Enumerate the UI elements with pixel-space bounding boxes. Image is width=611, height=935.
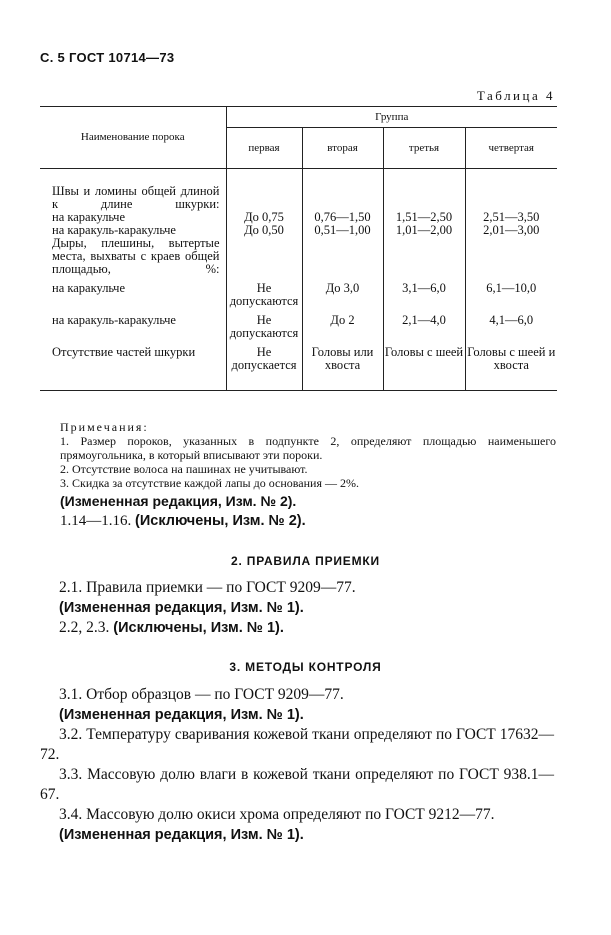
table-row: [40, 169, 557, 212]
amendment-note: (Измененная редакция, Изм. № 1).: [59, 827, 304, 843]
table-row: [40, 340, 557, 391]
amendment-note: (Измененная редакция, Изм. № 1).: [59, 600, 304, 616]
excluded-note: (Исключены, Изм. № 2).: [135, 513, 306, 529]
defects-table: [40, 106, 557, 391]
page-header: С. 5 ГОСТ 10714—73: [40, 50, 175, 65]
col-group-2: вторая: [302, 128, 383, 169]
cell: Не допускаются: [226, 308, 302, 340]
col-group-3: третья: [383, 128, 465, 169]
cell: [302, 237, 383, 276]
cell: 1,51—2,50: [383, 211, 465, 224]
row-name: на каракульче: [52, 281, 126, 295]
cell: Не допускаются: [226, 276, 302, 308]
cell: [383, 169, 465, 212]
row-name: Швы и ломины общей длиной к длине шкурки:: [52, 184, 220, 211]
cell: [226, 237, 302, 276]
table-row: [40, 308, 557, 340]
table-row: [40, 276, 557, 308]
cell: 3,1—6,0: [383, 276, 465, 308]
row-name: Отсутствие частей шкурки: [40, 340, 226, 391]
cell: [302, 169, 383, 212]
clause-number: 2.2, 2.3.: [59, 619, 110, 636]
note-item: 2. Отсутствие волоса на пашинах не учитывают.: [60, 462, 308, 476]
cell: 2,1—4,0: [383, 308, 465, 340]
cell: До 0,75: [226, 211, 302, 224]
col-name-header: Наименование порока: [40, 107, 226, 169]
cell: [465, 169, 557, 212]
cell: [226, 169, 302, 212]
section-title-acceptance: 2. ПРАВИЛА ПРИЕМКИ: [231, 554, 380, 568]
section-acceptance-body: [40, 578, 554, 638]
paragraph: 3.4. Массовую долю окиси хрома определяют по ГОСТ 9212—77.: [59, 806, 495, 823]
excluded-clause: [60, 513, 306, 530]
cell: 6,1—10,0: [465, 276, 557, 308]
cell: [383, 237, 465, 276]
cell: 0,76—1,50: [302, 211, 383, 224]
cell: До 2: [302, 308, 383, 340]
notes: [60, 420, 556, 490]
amendment-note: (Измененная редакция, Изм. № 1).: [59, 707, 304, 723]
cell: До 3,0: [302, 276, 383, 308]
clause-number: 1.14—1.16.: [60, 513, 132, 529]
cell: Головы с шеей и хвоста: [465, 340, 557, 391]
table-row: [40, 237, 557, 276]
section-title-methods: 3. МЕТОДЫ КОНТРОЛЯ: [229, 660, 382, 674]
section-methods-body: [40, 685, 554, 845]
row-name: Дыры, плешины, вытертые места, выхваты с краев общей площадью, %:: [52, 236, 220, 276]
paragraph: 3.1. Отбор образцов — по ГОСТ 9209—77.: [59, 686, 344, 703]
cell: 2,01—3,00: [465, 224, 557, 237]
excluded-note: (Исключены, Изм. № 1).: [113, 620, 284, 636]
cell: [465, 237, 557, 276]
note-item: 3. Скидка за отсутствие каждой лапы до основания — 2%.: [60, 476, 359, 490]
paragraph: 3.3. Массовую долю влаги в кожевой ткани определяют по ГОСТ 938.1—67.: [40, 766, 554, 803]
col-group-4: четвертая: [465, 128, 557, 169]
row-name: на каракуль-каракульче: [52, 313, 176, 327]
row-name: на каракульче: [52, 210, 126, 224]
cell: Не допускается: [226, 340, 302, 391]
table-caption: Таблица 4: [476, 88, 555, 103]
table-header-row: [40, 107, 557, 128]
excluded-clause: [40, 618, 554, 638]
paragraph: 3.2. Температуру сваривания кожевой ткани определяют по ГОСТ 17632—72.: [40, 726, 554, 763]
paragraph: 2.1. Правила приемки — по ГОСТ 9209—77.: [59, 579, 356, 596]
col-group-1: первая: [226, 128, 302, 169]
notes-title: Примечания:: [60, 420, 149, 434]
cell: Головы с шеей: [383, 340, 465, 391]
cell: Головы или хвоста: [302, 340, 383, 391]
cell: До 0,50: [226, 224, 302, 237]
row-name: на каракуль-каракульче: [52, 223, 176, 237]
cell: 2,51—3,50: [465, 211, 557, 224]
group-header: Группа: [226, 107, 557, 128]
cell: 0,51—1,00: [302, 224, 383, 237]
amendment-note: (Измененная редакция, Изм. № 2).: [60, 493, 297, 509]
cell: 4,1—6,0: [465, 308, 557, 340]
cell: 1,01—2,00: [383, 224, 465, 237]
note-item: 1. Размер пороков, указанных в подпункте 2, определяют площадью наименьшего прямоугольника, в который вписывают эти пороки.: [60, 434, 556, 462]
